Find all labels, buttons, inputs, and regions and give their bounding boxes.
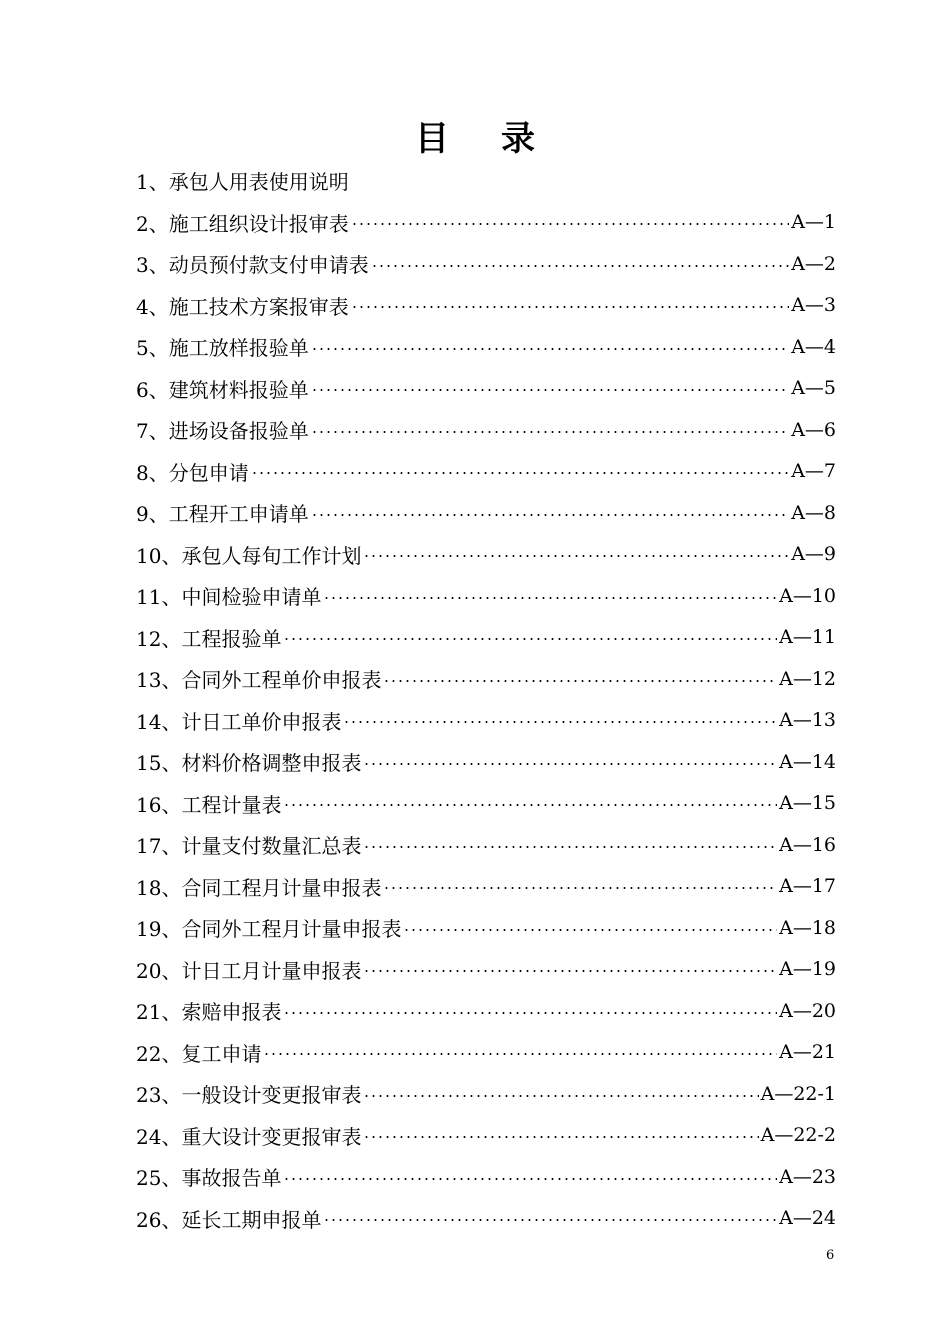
toc-entry (136, 1032, 836, 1074)
toc-entry-number: 22、 (136, 1041, 182, 1066)
toc-dot-leader (283, 1178, 777, 1180)
toc-entry-number: 4、 (136, 294, 169, 319)
toc-entry (136, 617, 836, 659)
toc-entry-number: 14、 (136, 709, 182, 734)
toc-entry-page: A—19 (779, 958, 836, 981)
toc-entry-number: 6、 (136, 377, 169, 402)
toc-entry (136, 700, 836, 742)
toc-entry-page: A—15 (779, 792, 836, 815)
toc-entry (136, 492, 836, 534)
toc-entry-number: 17、 (136, 834, 182, 859)
toc-entry-number: 23、 (136, 1083, 182, 1108)
toc-entry-number: 1、 (136, 170, 169, 195)
toc-entry-title: 承包人用表使用说明 (168, 170, 349, 195)
toc-entry (136, 160, 836, 202)
toc-entry-title: 施工技术方案报审表 (168, 294, 349, 319)
toc-entry (136, 824, 836, 866)
toc-entry-number: 13、 (136, 668, 182, 693)
toc-entry-number: 12、 (136, 626, 182, 651)
toc-entry-number: 2、 (136, 211, 169, 236)
toc-entry-title: 合同外工程月计量申报表 (181, 917, 402, 942)
toc-dot-leader (311, 514, 789, 516)
page-title: 目录 (415, 118, 587, 159)
toc-entry (136, 866, 836, 908)
toc-entry-page: A—4 (791, 335, 836, 358)
toc-entry-page: A—13 (779, 709, 836, 732)
toc-entry-number: 19、 (136, 917, 182, 942)
toc-entry-title: 分包申请 (168, 460, 249, 485)
toc-entry-page: A—17 (779, 875, 836, 898)
toc-entry (136, 202, 836, 244)
toc-entry-title: 工程计量表 (181, 792, 282, 817)
toc-entry-page: A—6 (791, 418, 836, 441)
toc-entry (136, 285, 836, 327)
toc-dot-leader (251, 472, 789, 474)
toc-entry-title: 合同工程月计量申报表 (181, 875, 382, 900)
toc-dot-leader (363, 970, 777, 972)
toc-dot-leader (323, 597, 777, 599)
toc-entry-page: A—2 (791, 252, 836, 275)
toc-dot-leader (363, 846, 777, 848)
toc-entry (136, 451, 836, 493)
toc-entry-page: A—12 (779, 667, 836, 690)
toc-dot-leader (283, 638, 777, 640)
toc-entry (136, 907, 836, 949)
toc-entry-title: 动员预付款支付申请表 (168, 253, 369, 278)
toc-dot-leader (283, 1012, 777, 1014)
toc-entry-page: A—3 (791, 294, 836, 317)
toc-dot-leader (263, 1053, 777, 1055)
toc-entry-number: 24、 (136, 1124, 182, 1149)
toc-entry (136, 990, 836, 1032)
toc-entry-number: 25、 (136, 1166, 182, 1191)
toc-entry-title: 重大设计变更报审表 (181, 1124, 362, 1149)
toc-entry-number: 9、 (136, 502, 169, 527)
toc-dot-leader (363, 1136, 758, 1138)
toc-dot-leader (351, 223, 789, 225)
toc-entry-page: A—16 (779, 833, 836, 856)
toc-dot-leader (383, 887, 777, 889)
toc-entry-page: A—20 (779, 999, 836, 1022)
toc-entry-title: 计日工月计量申报表 (181, 958, 362, 983)
toc-entry (136, 575, 836, 617)
toc-entry-title: 计量支付数量汇总表 (181, 834, 362, 859)
toc-entry (136, 1115, 836, 1157)
toc-dot-leader (363, 763, 777, 765)
toc-entry-number: 3、 (136, 253, 169, 278)
toc-entry-number: 15、 (136, 751, 182, 776)
toc-entry-title: 中间检验申请单 (181, 585, 322, 610)
toc-entry-number: 20、 (136, 958, 182, 983)
toc-dot-leader (351, 306, 789, 308)
toc-entry-title: 事故报告单 (181, 1166, 282, 1191)
toc-entry-number: 21、 (136, 1000, 182, 1025)
toc-entry-page: A—14 (779, 750, 836, 773)
toc-entry (136, 243, 836, 285)
toc-entry-number: 8、 (136, 460, 169, 485)
toc-dot-leader (343, 721, 777, 723)
toc-entry (136, 658, 836, 700)
toc-dot-leader (311, 348, 789, 350)
toc-entry-number: 5、 (136, 336, 169, 361)
toc-entry-title: 承包人每旬工作计划 (181, 543, 362, 568)
toc-entry-title: 工程开工申请单 (168, 502, 309, 527)
toc-dot-leader (283, 804, 777, 806)
toc-entry (136, 949, 836, 991)
toc-entry (136, 1156, 836, 1198)
toc-entry (136, 783, 836, 825)
toc-entry (136, 409, 836, 451)
toc-entry-title: 工程报验单 (181, 626, 282, 651)
toc-entry-number: 16、 (136, 792, 182, 817)
toc-entry-title: 计日工单价申报表 (181, 709, 342, 734)
toc-entry-title: 建筑材料报验单 (168, 377, 309, 402)
toc-entry-title: 合同外工程单价申报表 (181, 668, 382, 693)
toc-entry-title: 一般设计变更报审表 (181, 1083, 362, 1108)
toc-entry-page: A—18 (779, 916, 836, 939)
toc-entry-title: 施工组织设计报审表 (168, 211, 349, 236)
toc-entry-page: A—9 (791, 543, 836, 566)
toc-entry-page: A—7 (791, 460, 836, 483)
toc-entry-page: A—10 (779, 584, 836, 607)
toc-entry-number: 18、 (136, 875, 182, 900)
toc-entry-page: A—8 (791, 501, 836, 524)
toc-entry (136, 741, 836, 783)
toc-entry (136, 1198, 836, 1240)
toc-entry-page: A—11 (779, 626, 836, 649)
toc-entry-number: 7、 (136, 419, 169, 444)
toc-dot-leader (383, 680, 777, 682)
table-of-contents (136, 160, 836, 1239)
toc-dot-leader (311, 431, 789, 433)
toc-entry-page: A—22-1 (760, 1082, 836, 1105)
toc-dot-leader (311, 389, 789, 391)
toc-entry-title: 复工申请 (181, 1041, 262, 1066)
toc-entry (136, 1073, 836, 1115)
toc-entry-page: A—5 (791, 377, 836, 400)
toc-entry-page: A—21 (779, 1041, 836, 1064)
toc-entry-title: 材料价格调整申报表 (181, 751, 362, 776)
toc-dot-leader (371, 265, 789, 267)
toc-entry-page: A—24 (779, 1207, 836, 1230)
toc-entry-number: 10、 (136, 543, 182, 568)
toc-entry-number: 11、 (136, 585, 182, 610)
toc-entry (136, 326, 836, 368)
toc-entry-title: 进场设备报验单 (168, 419, 309, 444)
toc-entry-title: 施工放样报验单 (168, 336, 309, 361)
toc-entry-title: 延长工期申报单 (181, 1207, 322, 1232)
toc-entry-number: 26、 (136, 1207, 182, 1232)
toc-entry-page: A—22-2 (760, 1124, 836, 1147)
toc-dot-leader (323, 1219, 777, 1221)
toc-dot-leader (363, 1095, 758, 1097)
toc-entry (136, 534, 836, 576)
toc-entry-title: 索赔申报表 (181, 1000, 282, 1025)
toc-dot-leader (363, 555, 789, 557)
toc-entry-page: A—1 (791, 211, 836, 234)
page-number: 6 (826, 1248, 835, 1263)
toc-entry-page: A—23 (779, 1165, 836, 1188)
toc-dot-leader (403, 929, 777, 931)
toc-entry (136, 368, 836, 410)
